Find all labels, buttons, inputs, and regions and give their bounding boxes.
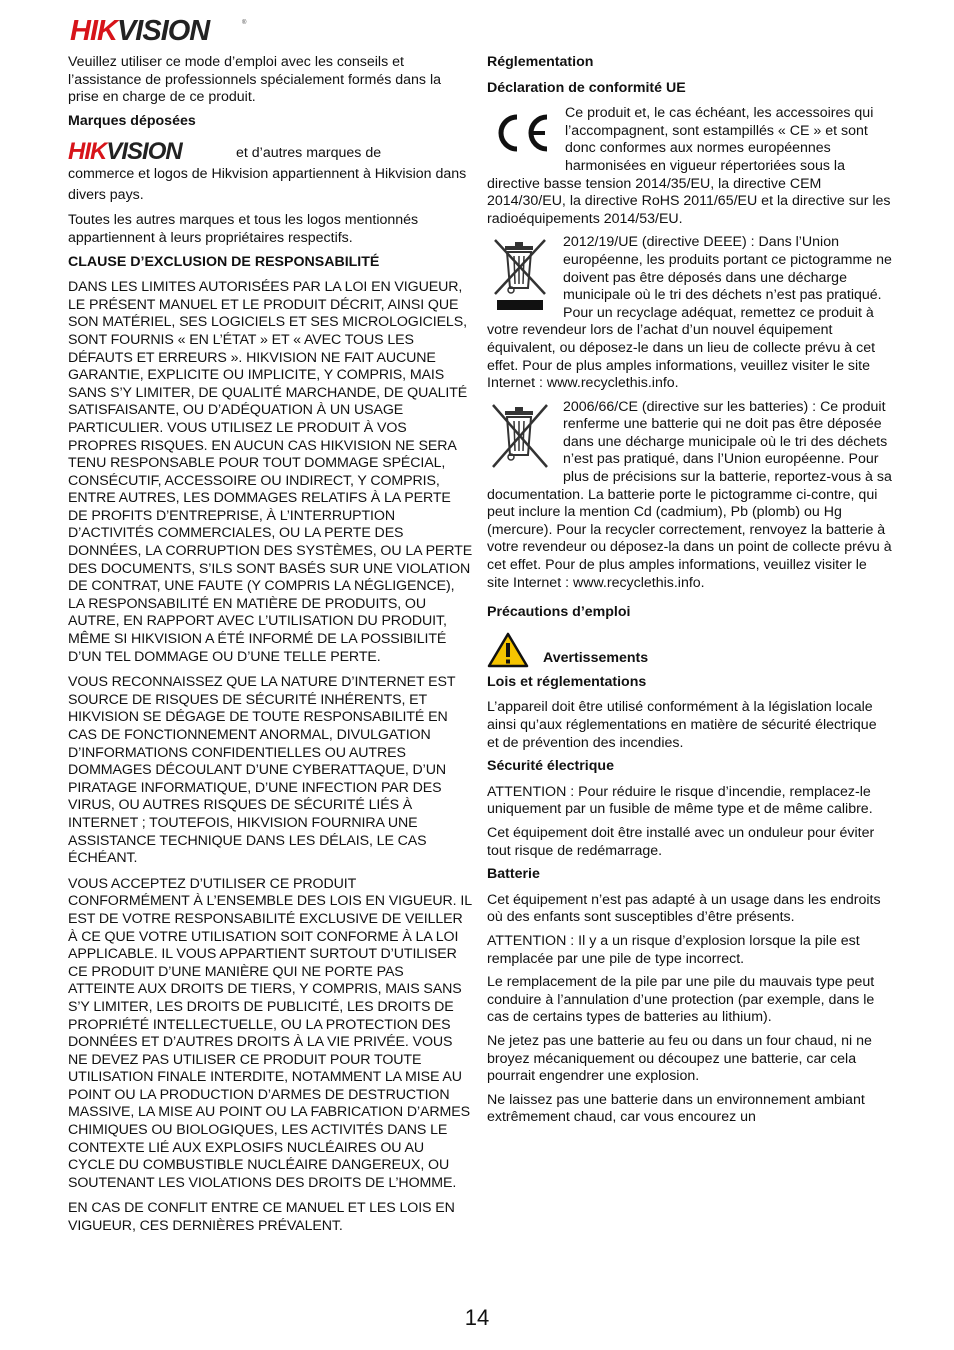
battery-directive-text: 2006/66/CE (directive sur les batteries) : Ce produit renferme une batterie qui ne doit pas être déposée dans une décharge municipale où le tri des déchets n’est pas pratiqué, dans l’Union européenne. Pour plus de précisions sur la batterie, reportez-vous à sa documentation. La batterie porte le pictogramme ci-contre, qui peut inclure la mention Cd (cadmium), Pb (plomb) ou Hg (mercure). Pour la recycler correctement, renvoyez la batterie à votre revendeur ou déposez-la dans un point de collecte prévu à cet effet. Pour de plus amples informations, veuillez visiter le site Internet : www.recyclethis.info. bbox=[487, 398, 892, 591]
regulation-heading: Réglementation bbox=[487, 54, 594, 70]
trademarks-heading: Marques déposées bbox=[68, 112, 196, 129]
battery-bin-icon bbox=[487, 401, 553, 471]
hikvision-logo bbox=[70, 14, 250, 44]
laws-text: L’appareil doit être utilisé conformément à la législation locale ainsi qu’aux réglementations en matière de sécurité électrique et de prévention des incendies. bbox=[487, 699, 877, 751]
warnings-heading: Avertissements bbox=[543, 650, 649, 667]
battery-heading: Batterie bbox=[487, 866, 540, 883]
ue-declaration-heading: Déclaration de conformité UE bbox=[487, 79, 686, 96]
hikvision-inline-logo bbox=[68, 138, 228, 162]
battery-directive-block bbox=[487, 399, 892, 599]
disclaimer-paragraph-2: VOUS RECONNAISSEZ QUE LA NATURE D’INTERNET EST SOURCE DE RISQUES DE SÉCURITÉ INHÉRENTS, ET HIKVISION SE DÉGAGE DE TOUTE RESPONSABILITÉ EN CAS DE FONCTIONNEMENT ANORMAL, DIVULGATION D’INFORMATIONS CONFIDENTIELLES OU AUTRES DOMMAGES DÉCOULANT D’UNE CYBERATTAQUE, D’UN PIRATAGE INFORMATIQUE, D’UNE INFECTION PAR DES VIRUS, OU AUTRES RISQUES DE SÉCURITÉ LIÉS À INTERNET ; TOUTEFOIS, HIKVISION FOURNIRA UNE ASSISTANCE TECHNIQUE DANS LES DÉLAIS, LE CAS ÉCHÉANT. bbox=[68, 674, 456, 867]
disclaimer-paragraph-1: DANS LES LIMITES AUTORISÉES PAR LA LOI EN VIGUEUR, LE PRÉSENT MANUEL ET LE PRODUIT DÉCRIT, AINSI QUE SON MATÉRIEL, SES LOGICIELS ET SES MICROLOGICIELS, SONT FOURNIS « EN L’ÉTAT » ET « AVEC TOUS LES DÉFAUTS ET ERREURS ». HIKVISION NE FAIT AUCUNE GARANTIE, EXPLICITE OU IMPLICITE, Y COMPRIS, MAIS SANS S’Y LIMITER, DE QUALITÉ MARCHANDE, DE QUALITÉ SATISFAISANTE, OU D’ADÉQUATION À UN USAGE PARTICULIER. VOUS UTILISEZ LE PRODUIT À VOS PROPRES RISQUES. EN AUCUN CAS HIKVISION NE SERA TENU RESPONSABLE POUR TOUT DOMMAGE SPÉCIAL, CONSÉCUTIF, ACCESSOIRE OU INDIRECT, Y COMPRIS, ENTRE AUTRES, LES DOMMAGES RELATIFS À LA PERTE DE PROFITS D’ENTREPRISE, À L’INTERRUPTION D’ACTIVITÉS COMMERCIALES, OU LA PERTE DES DONNÉES, LA CORRUPTION DES SYSTÈMES, OU LA PERTE DES DOCUMENTS, S’ILS SONT BASÉS SUR UNE VIOLATION DE CONTRAT, UNE FAUTE (Y COMPRIS LA NÉGLIGENCE), LA RESPONSABILITÉ EN MATIÈRE DE PRODUITS, OU AUTRE, EN RAPPORT AVEC L’UTILISATION DU PRODUIT, MÊME SI HIKVISION A ÉTÉ INFORMÉ DE LA POSSIBILITÉ D’UN TEL DOMMAGE OU D’UNE TELLE PERTE. bbox=[68, 279, 473, 665]
battery-p1: Cet équipement n’est pas adapté à un usage dans les endroits où des enfants sont susceptibles d’être présents. bbox=[487, 891, 881, 926]
ce-text: Ce produit et, le cas échéant, les accessoires qui l’accompagnent, sont estampillés « CE » et sont donc conformes aux normes européennes harmonisées en vigueur répertoriées sous la directive basse tension 2014/35/EU, la directive CEM 2014/30/EU, la directive RoHS 2011/65/EU et la directive sur les radioéquipements 2014/53/EU. bbox=[487, 105, 891, 227]
left-column bbox=[68, 54, 473, 1244]
trademarks-line2: commerce et logos de Hikvision appartiennent à Hikvision dans divers pays. bbox=[68, 166, 467, 204]
page-number: 14 bbox=[464, 1305, 490, 1330]
ce-block bbox=[487, 105, 892, 234]
electric-safety-p2: Cet équipement doit être installé avec un onduleur pour éviter tout risque de redémarrage. bbox=[487, 824, 875, 859]
svg-text:HIKVISION: HIKVISION bbox=[68, 138, 182, 163]
warning-triangle-icon bbox=[487, 632, 529, 668]
battery-p3: Le remplacement de la pile par une pile du mauvais type peut conduire à l’annulation d’une protection (par exemple, dans le cas de certains types de batteries au lithium). bbox=[487, 974, 875, 1026]
deee-text: 2012/19/UE (directive DEEE) : Dans l’Union européenne, les produits portant ce pictogramme ne doivent pas être déposés dans une décharge municipale où le tri des déchets n’est pas pratiqué. Pour un recyclage adéquat, remettez ce produit à votre revendeur lors de l’achat d’un nouvel équipement équivalent, ou déposez-le dans un lieu de collecte prévu à cet effet. Pour de plus amples informations, veuillez visiter le site Internet : www.recyclethis.info. bbox=[487, 234, 892, 392]
weee-bin-icon bbox=[487, 236, 553, 312]
right-column bbox=[487, 54, 892, 1133]
battery-p2: ATTENTION : Il y a un risque d’explosion lorsque la pile est remplacée par une pile de type incorrect. bbox=[487, 932, 860, 967]
deee-block bbox=[487, 234, 892, 398]
precautions-heading: Précautions d’emploi bbox=[487, 604, 631, 621]
electric-safety-heading: Sécurité électrique bbox=[487, 758, 614, 775]
electric-safety-p1: ATTENTION : Pour réduire le risque d’incendie, remplacez-le uniquement par un fusible de même type et de même calibre. bbox=[487, 783, 873, 818]
battery-p4: Ne jetez pas une batterie au feu ou dans un four chaud, ni ne broyez mécaniquement ou découpez une batterie, car cela pourrait engendrer une explosion. bbox=[487, 1032, 872, 1085]
svg-text:®: ® bbox=[242, 20, 247, 26]
disclaimer-heading: CLAUSE D’EXCLUSION DE RESPONSABILITÉ bbox=[68, 253, 380, 270]
intro-text: Veuillez utiliser ce mode d’emploi avec les conseils et l’assistance de professionnels spécialement formés dans la prise en charge de ce produit. bbox=[68, 54, 442, 106]
disclaimer-paragraph-3: VOUS ACCEPTEZ D’UTILISER CE PRODUIT CONFORMÉMENT À L’ENSEMBLE DES LOIS EN VIGUEUR. IL EST DE VOTRE RESPONSABILITÉ EXCLUSIVE DE VEILLER À CE QUE VOTRE UTILISATION SOIT CONFORME À LA LOI APPLICABLE. IL VOUS APPARTIENT SURTOUT D’UTILISER CE PRODUIT D’UNE MANIÈRE QUI NE PORTE PAS ATTEINTE AUX DROITS DE TIERS, Y COMPRIS, MAIS SANS S’Y LIMITER, LES DROITS DE PUBLICITÉ, LES DROITS DE PROPRIÉTÉ INTELLECTUELLE, OU LA PROTECTION DES DONNÉES ET D’AUTRES DROITS À LA VIE PRIVÉE. VOUS NE DEVEZ PAS UTILISER CE PRODUIT POUR TOUTE UTILISATION FINALE INTERDITE, NOTAMMENT LA MISE AU POINT OU LA PRODUCTION D’ARMES DE DESTRUCTION MASSIVE, LA MISE AU POINT OU LA FABRICATION D’ARMES CHIMIQUES OU BIOLOGIQUES, LES ACTIVITÉS DANS LE CONTEXTE LIÉ AUX EXPLOSIFS NUCLÉAIRES OU AU CYCLE DU COMBUSTIBLE NUCLÉAIRE DANGEREUX, OU SOUTENANT LES VIOLATIONS DES DROITS DE L’HOMME. bbox=[68, 875, 472, 1191]
warnings-row bbox=[487, 632, 892, 668]
svg-text:HIKVISION: HIKVISION bbox=[70, 15, 210, 44]
ce-mark-icon bbox=[487, 107, 555, 159]
trademarks-line1: et d’autres marques de bbox=[236, 144, 382, 161]
trademarks-other: Toutes les autres marques et tous les logos mentionnés appartiennent à leurs propriétaires respectifs. bbox=[68, 212, 419, 246]
trademarks-logo-line bbox=[68, 138, 473, 162]
disclaimer-paragraph-4: EN CAS DE CONFLIT ENTRE CE MANUEL ET LES LOIS EN VIGUEUR, CES DERNIÈRES PRÉVALENT. bbox=[68, 1200, 455, 1235]
battery-p5: Ne laissez pas une batterie dans un environnement ambiant extrêmement chaud, car vous encourez un bbox=[487, 1091, 865, 1126]
laws-heading: Lois et réglementations bbox=[487, 673, 647, 690]
